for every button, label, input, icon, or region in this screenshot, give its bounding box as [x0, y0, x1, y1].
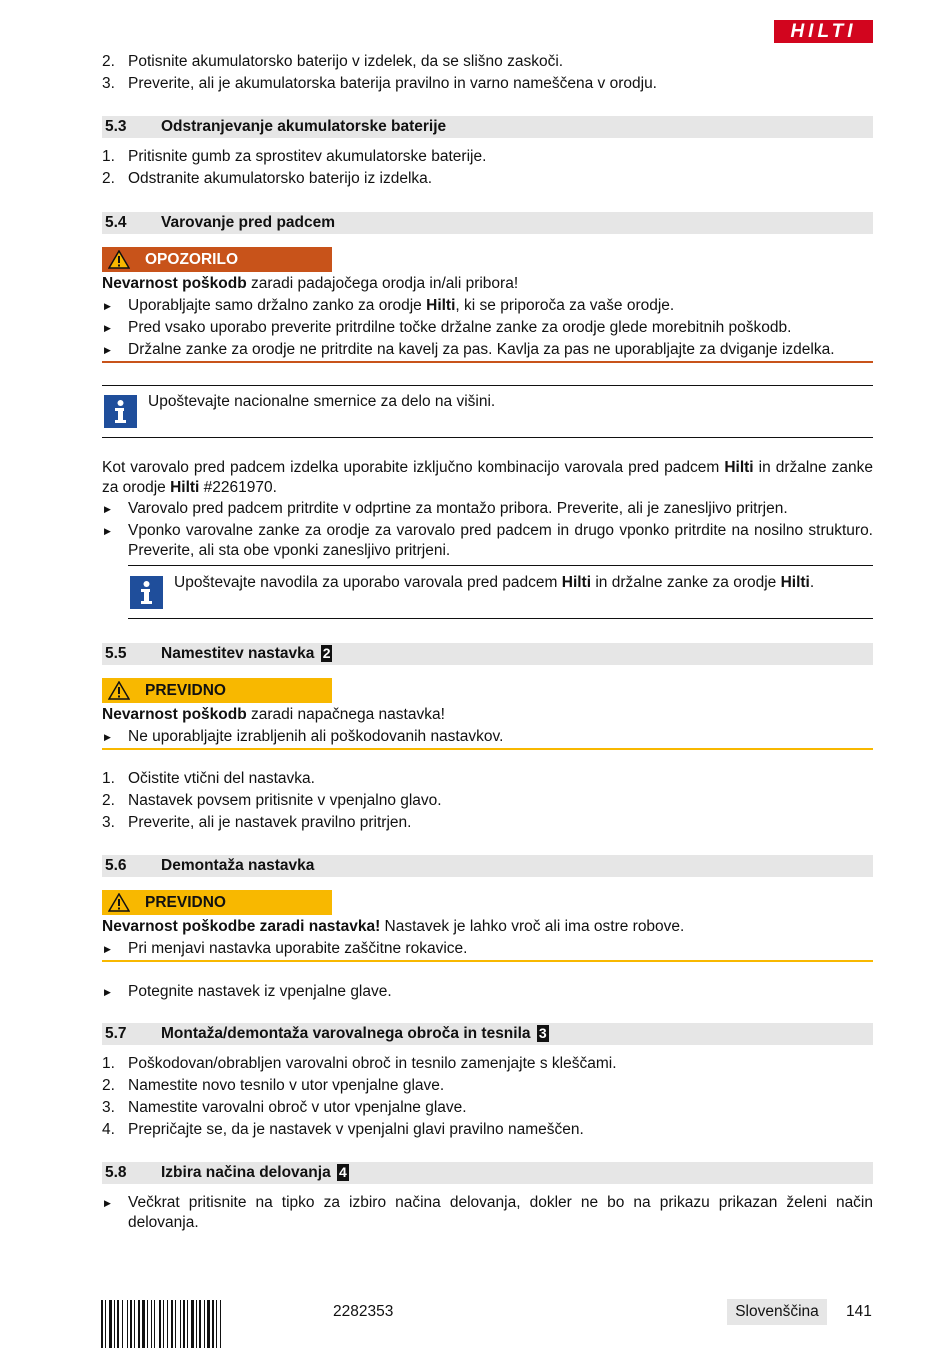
warning-label-opozorilo: OPOZORILO — [102, 247, 332, 272]
figure-ref: 3 — [538, 1025, 547, 1041]
info-divider-bottom — [102, 437, 873, 438]
info-divider-top — [128, 565, 873, 566]
document-number: 2282353 — [333, 1303, 394, 1320]
info-divider-top — [102, 385, 873, 386]
barcode-graphic — [101, 1300, 311, 1348]
warning-divider — [102, 960, 873, 962]
warning-lead: Nevarnost poškodb zaradi padajočega orodja in/ali pribora! — [102, 275, 519, 292]
language-label: Slovenščina — [727, 1299, 827, 1325]
info-text: Upoštevajte navodila za uporabo varovala pred padcem Hilti in držalne zanke za orodje Hilti. — [174, 574, 815, 591]
page-number: 141 — [846, 1303, 872, 1320]
warning-triangle-icon — [108, 681, 130, 700]
hilti-logo — [774, 20, 873, 43]
info-text: Upoštevajte nacionalne smernice za delo na višini. — [148, 393, 496, 410]
warning-lead: Nevarnost poškodbe zaradi nastavka! Nastavek je lahko vroč ali ima ostre robove. — [102, 918, 685, 935]
info-divider-bottom — [128, 618, 873, 619]
bullet-icon: ▶ — [104, 323, 111, 333]
section-heading-5-4: 5.4 Varovanje pred padcem — [102, 212, 873, 234]
bullet-item: ▶ Vponko varovalne zanke za orodje za varovalo pred padcem in drugo vponko pritrdite na nosilno strukturo. Preverite, ali sta obe vponki zanesljivo pritrjeni. — [104, 522, 873, 559]
figure-ref: 2 — [322, 645, 331, 661]
logo-text: HILTI — [790, 21, 857, 42]
bullet-icon: ▶ — [104, 301, 111, 311]
section-heading-5-6: 5.6 Demontaža nastavka — [102, 855, 873, 877]
bullet-icon: ▶ — [104, 526, 111, 536]
info-icon — [130, 576, 163, 609]
warning-triangle-icon — [108, 893, 130, 912]
section-heading-5-3: 5.3 Odstranjevanje akumulatorske baterije — [102, 116, 873, 138]
warning-divider — [102, 748, 873, 750]
bullet-icon: ▶ — [104, 944, 111, 954]
warning-lead: Nevarnost poškodb zaradi napačnega nastavka! — [102, 706, 445, 723]
figure-ref: 4 — [339, 1164, 347, 1180]
bullet-icon: ▶ — [104, 504, 111, 514]
warning-label-previdno: PREVIDNO — [102, 678, 332, 703]
section-heading-5-7: 5.7 Montaža/demontaža varovalnega obroča in tesnila 3 — [102, 1023, 873, 1045]
info-icon — [104, 395, 137, 428]
warning-triangle-icon — [108, 250, 130, 269]
section-heading-5-8: 5.8 Izbira načina delovanja 4 — [102, 1162, 873, 1184]
bullet-icon: ▶ — [104, 1198, 111, 1208]
bullet-icon: ▶ — [104, 987, 111, 997]
warning-label-previdno: PREVIDNO — [102, 890, 332, 915]
bullet-item: ▶ Večkrat pritisnite na tipko za izbiro načina delovanja, dokler ne bo na prikazu prikazan želeni način delovanja. — [104, 1194, 873, 1231]
paragraph: Kot varovalo pred padcem izdelka uporabite izključno kombinacijo varovala pred padcem Hilti in držalne zanke za orodje Hilti #2261970. — [102, 459, 873, 496]
bullet-icon: ▶ — [104, 732, 111, 742]
bullet-icon: ▶ — [104, 345, 111, 355]
warning-divider — [102, 361, 873, 363]
section-heading-5-5: 5.5 Namestitev nastavka 2 — [102, 643, 873, 665]
